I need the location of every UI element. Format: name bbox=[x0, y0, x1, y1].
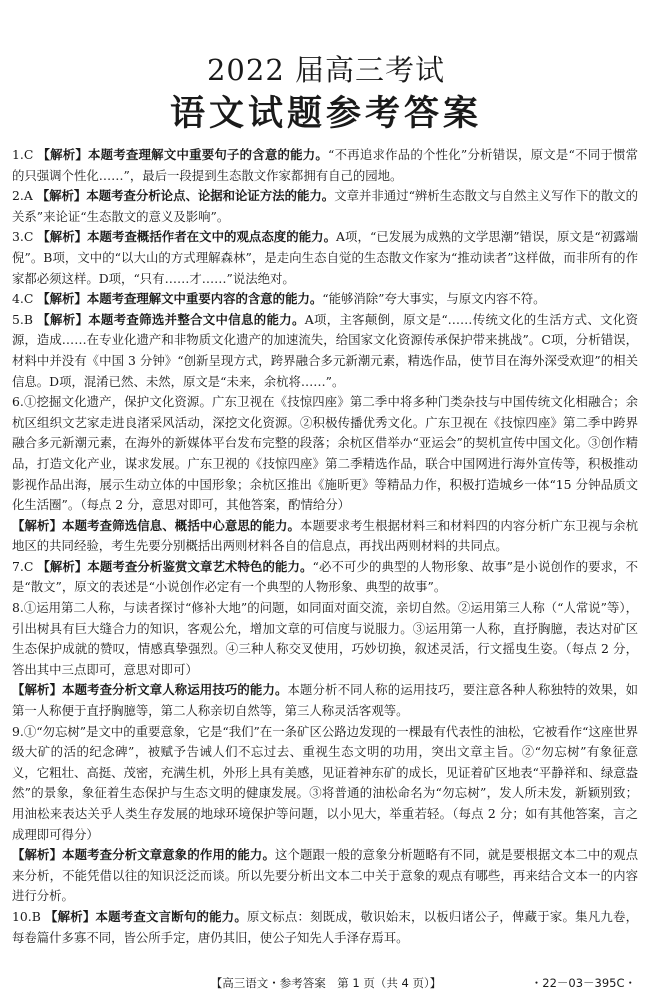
answer-item-7: 7.C 【解析】本题考查分析鉴赏文章艺术特色的能力。“必不可少的典型的人物形象、故事”是小说创作的要求，不是“散文”，原文的表述是“小说创作必定有一个典型的人物形象、典型的故事”。 bbox=[12, 558, 639, 595]
answer-item-2: 2.A 【解析】本题考查分析论点、论据和论证方法的能力。文章并非通过“辨析生态散文与自然主义写作下的散文的关系”来论证“生态散文的意义及影响”。 bbox=[12, 188, 638, 224]
answer-item-6: 6.①挖掘文化遗产，保护文化资源。广东卫视在《技惊四座》第二季中将多种门类杂技与中国传统文化相融合；余杭区组织文艺家走进良渚采风活动，深挖文化资源。②积极传播优秀文化。广东卫视在《技惊四座》第二季中跨界融合多元新潮元素，在海外的新媒体平台发布完整的段落；余杭区借举办“亚运会”的契机宣传中国文化。③创作精品，打造文化产业，谋求发展。广东卫视的《技惊四座》第二季精选作品，联合中国网进行海外宣传等，积极推动影视作品出海，展示生动立体的中国形象；余杭区推出《施昕更》等精品力作，积极打造城乡一体“15 分钟品质文化生活圈”。（每点 2 分，意思对即可，其他答案，酌情给分） bbox=[12, 394, 638, 513]
answer-item-6-analysis: 【解析】本题考查筛选信息、概括中心意思的能力。本题要求考生根据材料三和材料四的内容分析广东卫视与余杭地区的共同经验，考生先要分别概括出两则材料各自的信息点，再找出两则材料的共同点。 bbox=[12, 517, 639, 554]
answer-item-9: 9.①“勿忘树”是文中的重要意象，它是“我们”在一条矿区公路边发现的一棵最有代表性的油松，它被看作“这座世界级大矿的活的纪念碑”，被赋予告诫人们不忘过去、重视生态文明的功用，突出文章主旨。②“勿忘树”有象征意义，它粗壮、高挺、茂密，充满生机，外形上具有美感，见证着神东矿的成长，见证着矿区地表“平静祥和、绿意盎然”的景象，象征着生态保护与生态文明的健康发展。③将普通的油松命名为“勿忘树”，发人所未发，新颖别致；用油松来表达关乎人类生存发展的地球环境保护等问题，以小见大，举重若轻。（每点 2 分；如有其他答案，言之成理即可得分） bbox=[12, 723, 638, 842]
footer-exam-code: ・22－03－395C・ bbox=[530, 976, 636, 990]
answer-key-title: 语文试题参考答案 bbox=[169, 93, 482, 134]
answer-item-5: 5.B 【解析】本题考查筛选并整合文中信息的能力。A项，主客颠倒，原文是“……传统文化的生活方式、文化资源，造成……在专业化遗产和非物质文化遗产的加速流失，给国家文化资源传承保护带来挑战”。C项，分析错误，材料中并没有《中国 3 分钟》“创新呈现方式，跨界融合多元新潮元素，精选作品，使节目在海外深受欢迎”的相关信息。D项，混淆已然、未然，原文是“未来，余杭将……”。 bbox=[12, 311, 639, 389]
footer-page-label: 【高三语文・参考答案 第 1 页（共 4 页）】 bbox=[210, 976, 442, 990]
answer-list bbox=[12, 145, 638, 948]
page-footer bbox=[0, 975, 652, 997]
answer-item-8: 8.①运用第二人称，与读者探讨“修补大地”的问题，如同面对面交流，亲切自然。②运用第三人称（“人常说”等），引出树具有巨大缝合力的知识，客观公允，增加文章的可信度与说服力。③运用第一人称，直抒胸臆，表达对矿区生态保护成就的赞叹，情感真挚强烈。④三种人称交叉使用，巧妙切换，叙述灵活，行文摇曳生姿。（每点 2 分，答出其中三点即可，意思对即可） bbox=[12, 600, 638, 677]
answer-item-4: 4.C 【解析】本题考查理解文中重要内容的含意的能力。“能够消除”夸大事实，与原文内容不符。 bbox=[12, 291, 546, 307]
exam-title: 2022 届高三考试 bbox=[206, 53, 446, 87]
answer-item-9-analysis: 【解析】本题考查分析文章意象的作用的能力。这个题跟一般的意象分析题略有不同，就是要根据文本二中的观点来分析，不能凭借以往的知识泛泛而谈。所以先要分析出文本二中关于意象的观点有哪些，再来结合文本一的内容进行分析。 bbox=[12, 847, 639, 904]
answer-item-8-analysis: 【解析】本题考查分析文章人称运用技巧的能力。本题分析不同人称的运用技巧，要注意各种人称独特的效果，如第一人称便于直抒胸臆等，第二人称亲切自然等，第三人称灵活客观等。 bbox=[12, 682, 639, 719]
answer-item-3: 3.C 【解析】本题考查概括作者在文中的观点态度的能力。A项，“已发展为成熟的文学思潮”错误，原文是“初露端倪”。B项，文中的“以大山的方式理解森林”，是走向生态自觉的生态散文作家为“推动读者”这样做，而非所有的作家都必须这样。D项，“只有……才……”说法绝对。 bbox=[12, 229, 638, 286]
answer-item-1: 1.C 【解析】本题考查理解文中重要句子的含意的能力。“不再追求作品的个性化”分析错误，原文是“不同于惯常的只强调个性化……”，最后一段提到生态散文作家都拥有自己的园地。 bbox=[12, 147, 638, 183]
answer-item-10: 10.B 【解析】本题考查文言断句的能力。原文标点：刻既成，敬识始末，以板归诸公子，俾藏于家。集凡九卷，每卷篇什多寡不同，皆公所手定，唐仍其旧，使公子知先人手泽存焉耳。 bbox=[12, 908, 639, 945]
